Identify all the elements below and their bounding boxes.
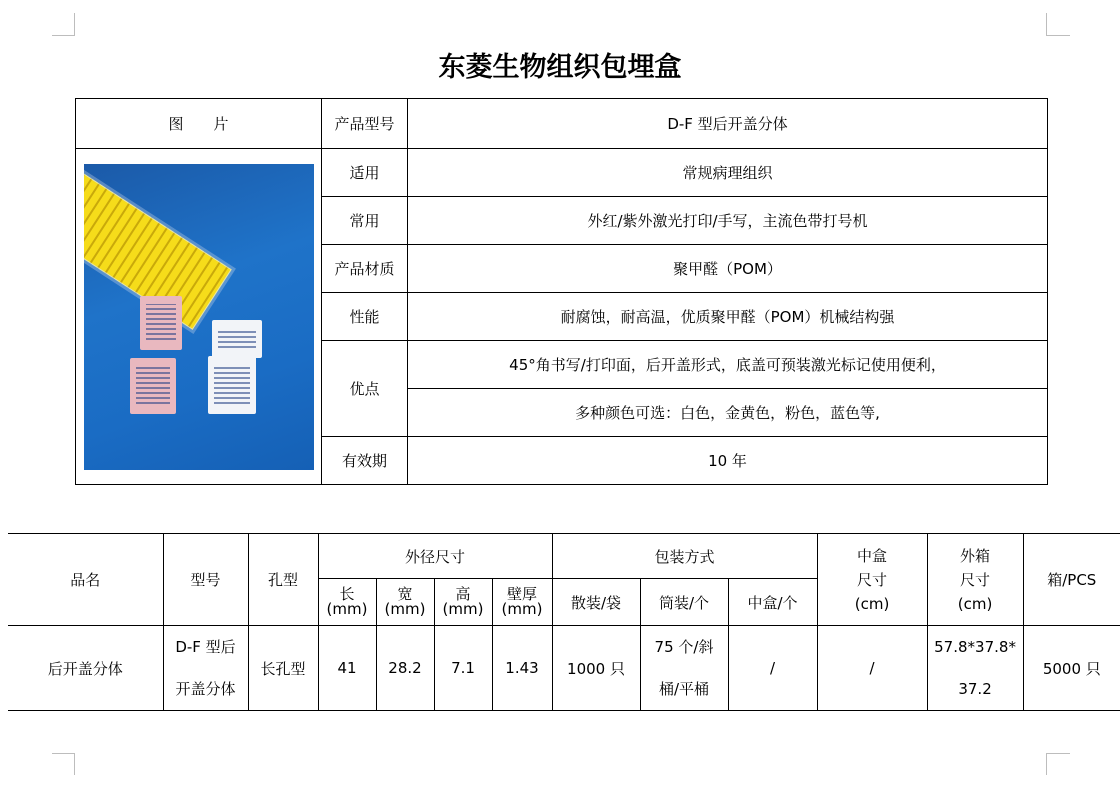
spec-table xyxy=(75,98,1048,485)
spec-label: 适用 xyxy=(322,149,408,197)
header-width: 宽 (mm) xyxy=(376,579,434,626)
header-mid-box-qty: 中盒/个 xyxy=(728,579,817,626)
corner-mark-top-left-h xyxy=(52,35,75,36)
cell-width: 28.2 xyxy=(376,626,434,711)
spec-label: 有效期 xyxy=(322,437,408,485)
spec-label: 产品型号 xyxy=(322,99,408,149)
corner-mark-bottom-right-v xyxy=(1046,753,1047,775)
document-title: 东菱生物组织包埋盒 xyxy=(438,52,682,83)
spec-value: 10 年 xyxy=(408,437,1048,485)
spec-label: 常用 xyxy=(322,197,408,245)
corner-mark-top-left-v xyxy=(74,13,75,35)
cell-bulk: 1000 只 xyxy=(552,626,640,711)
cell-hole: 长孔型 xyxy=(248,626,318,711)
header-length: 长 (mm) xyxy=(318,579,376,626)
header-outer-size: 外径尺寸 xyxy=(318,534,552,579)
white-cassette-base xyxy=(208,356,256,414)
cell-name: 后开盖分体 xyxy=(8,626,163,711)
cell-mid-box-qty: / xyxy=(728,626,817,711)
cell-mid-box-size: / xyxy=(817,626,927,711)
spec-row-model xyxy=(76,99,1048,149)
cell-outer-box-size: 57.8*37.8* 37.2 xyxy=(927,626,1023,711)
product-photo xyxy=(84,164,314,470)
pink-cassette-lid xyxy=(140,296,182,350)
pink-cassette-base xyxy=(130,358,176,414)
spec-value: 外红/紫外激光打印/手写，主流色带打号机 xyxy=(408,197,1048,245)
header-row-1 xyxy=(8,534,1120,579)
cell-height: 7.1 xyxy=(434,626,492,711)
corner-mark-top-right-h xyxy=(1046,35,1070,36)
corner-mark-top-right-v xyxy=(1046,13,1047,35)
product-photo-cell xyxy=(76,149,322,485)
spec-value: 耐腐蚀，耐高温，优质聚甲醛（POM）机械结构强 xyxy=(408,293,1048,341)
spec-label: 优点 xyxy=(322,341,408,437)
header-model: 型号 xyxy=(163,534,248,626)
spec-value: D-F 型后开盖分体 xyxy=(408,99,1048,149)
spec-value: 常规病理组织 xyxy=(408,149,1048,197)
header-pcs: 箱/PCS xyxy=(1023,534,1120,626)
spec-value: 多种颜色可选：白色，金黄色，粉色，蓝色等, xyxy=(408,389,1048,437)
cell-wall: 1.43 xyxy=(492,626,552,711)
cell-model: D-F 型后 开盖分体 xyxy=(163,626,248,711)
cell-length: 41 xyxy=(318,626,376,711)
corner-mark-bottom-left-h xyxy=(52,753,75,754)
white-cassette-lid xyxy=(212,320,262,358)
corner-mark-bottom-right-h xyxy=(1046,753,1070,754)
header-name: 品名 xyxy=(8,534,163,626)
corner-mark-bottom-left-v xyxy=(74,753,75,775)
spec-value: 45°角书写/打印面，后开盖形式，底盖可预装激光标记使用便利， xyxy=(408,341,1048,389)
header-tube: 筒装/个 xyxy=(640,579,728,626)
header-wall: 壁厚 (mm) xyxy=(492,579,552,626)
product-table xyxy=(8,533,1120,711)
product-row xyxy=(8,626,1120,711)
header-packing: 包装方式 xyxy=(552,534,817,579)
header-bulk: 散装/袋 xyxy=(552,579,640,626)
header-height: 高 (mm) xyxy=(434,579,492,626)
header-outer-box-size: 外箱 尺寸 (cm) xyxy=(927,534,1023,626)
cell-tube: 75 个/斜 桶/平桶 xyxy=(640,626,728,711)
image-header: 图 片 xyxy=(76,99,322,149)
header-hole: 孔型 xyxy=(248,534,318,626)
header-mid-box-size: 中盒 尺寸 (cm) xyxy=(817,534,927,626)
spec-label: 产品材质 xyxy=(322,245,408,293)
spec-label: 性能 xyxy=(322,293,408,341)
spec-row-usage xyxy=(76,149,1048,197)
spec-value: 聚甲醛（POM） xyxy=(408,245,1048,293)
cell-pcs: 5000 只 xyxy=(1023,626,1120,711)
